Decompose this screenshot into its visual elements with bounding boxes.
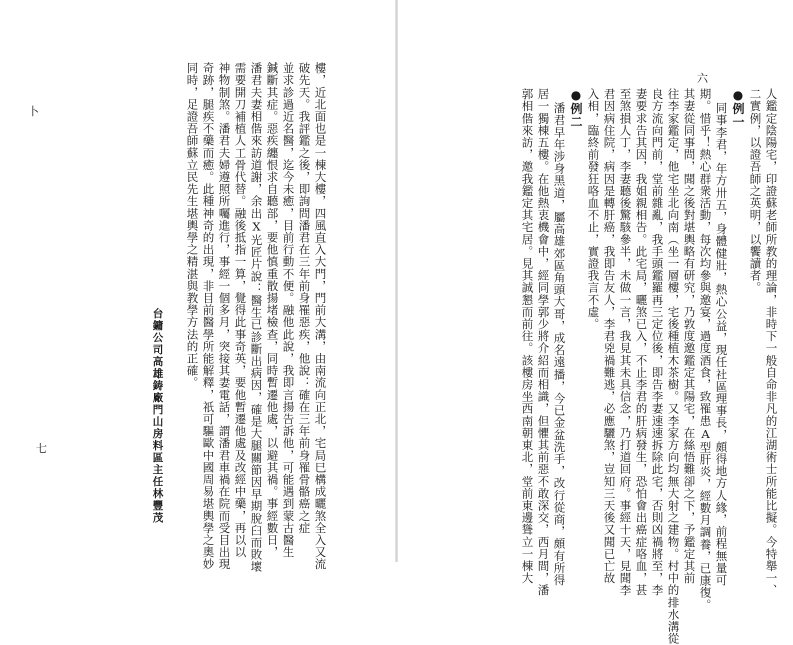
text-column: 期。惜乎！熱心群衆活動，每次均參與邀宴，過度酒食，致罹患A型肝炎，經數月調養，已康復。 — [698, 88, 713, 611]
text-column: 神物制煞。潘君夫婦遵照所囑進行，事經一個多月，突接其妻電話，謂潘君車禍在院而受目出現 — [217, 62, 232, 571]
text-column: 其妻從同事問，聞之後對堪輿略有研究，乃敦度邀鑑定其陽宅，在絲悟難卻之下，予鑑定其前 — [682, 88, 697, 585]
text-column: 同時，足證吾師蘇立民先生堪輿學之精湛與教學方法的正確。 — [185, 62, 200, 389]
text-column: 樓，近北面也是一棟大樓，四風直入大門，門前大溝，由南流向正北，宅局巳構成曬煞全入又流 — [313, 62, 328, 571]
text-column: 潘君夫妻相偕來訪道謝，余出X光匠片說：醫生已診斷出病因，確是大腿關節因早期脫臼而敗壞 — [249, 62, 264, 573]
left-page — [0, 0, 396, 573]
text-column: 奇跡，腿疾不藥而癒。此種神奇的出現，非目前醫學所能解釋，祇可驅歐中國周易堪輿學之奧妙 — [201, 62, 216, 571]
text-column: 二實例，以證吾師之英明，以饗讀者。 — [748, 88, 763, 294]
author-signature: 台鏞公司高雄鋳廠門山房料區主任林豐茂 — [151, 308, 164, 524]
example-heading: ●例二 — [569, 88, 583, 128]
text-column: 人鑑定陰陽宅，印證蘇老師所教的理論，非時下一般自命非凡的江湖術士所能比擬。今特舉一、 — [764, 88, 779, 597]
text-column: 良方流向門前，堂前雜亂，我手頭鑑羅再三定位後，即告李妻速速拆除此宅，否則凶禍將至，李 — [650, 88, 665, 597]
margin-mark: 卜 — [28, 105, 39, 118]
right-page — [397, 0, 793, 645]
text-column: 破先天。我評鑑之後，即詢問潘君在三年前身罹惡疾，他說：確在三年前身罹骨骼癌之症 — [297, 62, 312, 534]
page-number-left: 七 — [36, 442, 47, 455]
text-column: 鍼斷其症。惡疾纏恨求自聽部，要他慎重散揚堵檢查，同時暫遷他處，以避其禍。事經數日， — [265, 62, 280, 559]
text-column: 入相，臨終前發狂咯血不止，實證我言不虛。 — [586, 88, 601, 330]
text-column: 至煞損人丁，李妻聽後驚駭參半，未做一言，我見其未具信念，乃打道回府。事經十天，見聞李 — [618, 88, 633, 597]
text-column: 居一獨棟五樓。在他熱衷機會中，經同學郭少將介紹而相識，但懼其前惡不敢深交，西月間，潘 — [536, 88, 551, 597]
text-column: 同事李君，年方卅五，身體健壯，熱心公益，現任社區理事長，頗得地方人緣，前程無量可 — [714, 102, 729, 586]
text-column: 潘君早年涉身黑道，屬高雄郊區角頭大哥，成名遠播，今已金盆洗手，改行從商，頗有所得 — [552, 102, 567, 586]
page-number-right: 六 — [697, 72, 708, 85]
text-column: 並求診過近名醫，迄今未癒，目前行動不便。融他此說，我即言揚告訴他，可能遇到蒙古醫生 — [281, 62, 296, 559]
text-column: 需要開刀補植人工骨代替。融後抵指一算，覺得此事奇英，要他暫遷他處及改經中藥，再以以 — [233, 62, 248, 559]
text-column: 妻要求告其因，我姐親相告。此宅局，曬煞已入，不止李君的肝病發生，恐怕會出癌症咯血，甚 — [634, 88, 649, 597]
example-heading: ●例一 — [731, 88, 745, 128]
text-column: 往李家鑑定，他宅坐北向南（坐一層樓，宅後種植木茶樹。又李家方向均無大射之建物。村中的排水溝從 — [666, 88, 681, 645]
text-column: 郭相偕來訪，邀我鑑定其宅居。見其誠懇而前往。該樓房坐西南朝東北，堂前東邊聳立一棟大 — [520, 88, 535, 585]
text-column: 君因病住院，病因是轉肝癌，我即告友人，李君兇禍難逃，必應驪煞，豈知三天後又聞已亡故 — [602, 88, 617, 585]
